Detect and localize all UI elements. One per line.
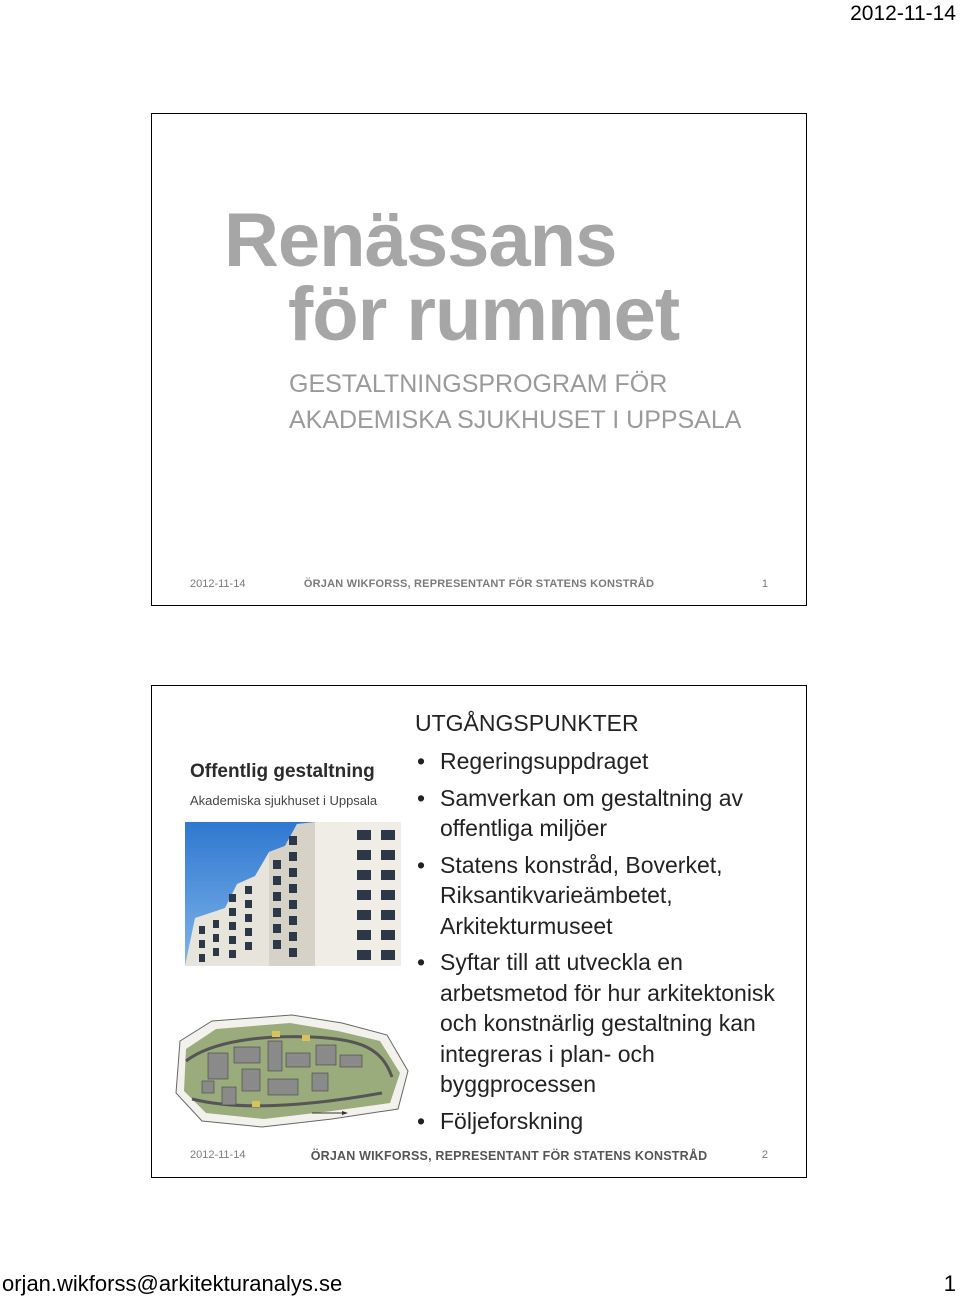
footer-email: orjan.wikforss@arkitekturanalys.se — [2, 1271, 343, 1296]
hospital-building-photo — [185, 822, 401, 966]
left-title: Offentlig gestaltning — [190, 761, 375, 782]
subtitle-line-2: AKADEMISKA SJUKHUSET I UPPSALA — [289, 406, 742, 434]
bullet-dot: • — [417, 748, 426, 774]
bullet-item: • Samverkan om gestaltning av offentliga miljöer — [417, 784, 743, 841]
slide-1 — [151, 113, 807, 606]
site-plan-image — [172, 1001, 412, 1136]
footer-page-number: 1 — [943, 1271, 956, 1296]
section-heading: UTGÅNGSPUNKTER — [415, 710, 639, 736]
bullet-item: • Följeforskning — [415, 1106, 795, 1137]
slide-footer-number: 1 — [761, 578, 768, 590]
slide-footer-date: 2012-11-14 — [190, 1149, 246, 1161]
title-line-1: Renässans — [224, 198, 617, 283]
slide-footer-number: 2 — [761, 1149, 768, 1161]
title-line-2: för rummet — [288, 272, 680, 357]
slide-footer-date: 2012-11-14 — [190, 578, 246, 590]
slide-footer-title: ÖRJAN WIKFORSS, REPRESENTANT FÖR STATENS KONSTRÅD — [310, 1149, 708, 1163]
subtitle-line-1: GESTALTNINGSPROGRAM FÖR — [289, 370, 668, 398]
bullet-dot: • — [417, 1107, 426, 1134]
bullet-dot: • — [417, 949, 426, 975]
bullet-dot: • — [417, 851, 426, 878]
left-subtitle: Akademiska sjukhuset i Uppsala — [190, 793, 378, 808]
slide-1-title — [224, 198, 680, 357]
bullet-item: • Regeringsuppdraget — [415, 746, 795, 777]
bullet-list — [415, 746, 795, 1142]
bullet-item: • Statens konstråd, Boverket, Riksantikvarieämbetet, Arkitekturmuseet — [417, 851, 723, 939]
page-header-date: 2012-11-14 — [850, 2, 956, 25]
slide-2 — [151, 685, 807, 1178]
bullet-item: • Syftar till att utveckla en arbetsmetod för hur arkitektonisk och konstnärlig gestaltning kan integreras i plan- och byggprocessen — [417, 949, 775, 1097]
bullet-dot: • — [417, 784, 426, 811]
slide-footer-title: ÖRJAN WIKFORSS, REPRESENTANT FÖR STATENS KONSTRÅD — [303, 578, 655, 590]
slide-1-subtitle — [289, 366, 741, 438]
